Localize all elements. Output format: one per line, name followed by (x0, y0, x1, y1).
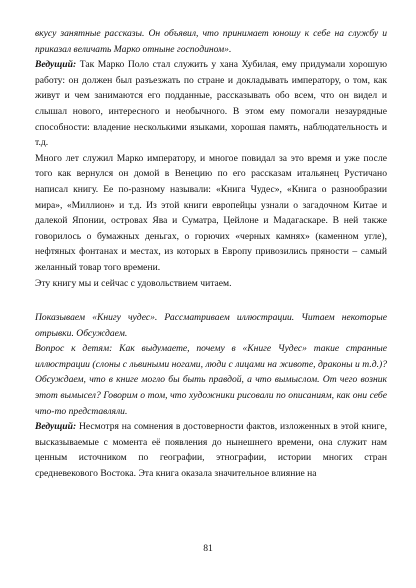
paragraph-text: Так Марко Поло стал служить у хана Хубилая, ему придумали хорошую работу: он должен был разъезжать по стране и докладывать императору, о том, как живут и чем занимаются его подданные, рассказывать обо всем, что он видел и слышал нового, интересного и необычного. В этом ему помогали незаурядные способности: владение несколькими языками, хорошая память, наблюдательность и т.д. (35, 59, 387, 149)
paragraph-book-history: Много лет служил Марко императору, и многое повидал за это время и уже после того как вернулся он домой в Венецию по его рассказам итальянец Рустичано написал книгу. Ее по-разному называли: «Книга Чудес», «Книга о разнообразии мира», «Миллион» и т.д. Из этой книги европейцы узнали о загадочном Китае и далекой Японии, островах Ява и Суматра, Цейлоне и Мадагаскаре. В ней также говорилось о бумажных деньгах, о горючих «черных камнях» (каменном угле), нефтяных фонтанах и местах, из которых в Европу привозились пряности – самый желанный товар того времени. (35, 152, 387, 273)
paragraph-activity: Показываем «Книгу чудес». Рассматриваем иллюстрации. Читаем некоторые отрывки. Обсуждаем. (35, 312, 387, 339)
paragraph-question: Вопрос к детям: Как выдумаете, почему в «Книге Чудес» такие странные иллюстрации (слоны с львиными ногами, люди с лицами на животе, драконы и т.д.)? Обсуждаем, что в книге могло бы быть правдой, а что вымыслом. От чего возник этот вымысел? Говорим о том, что художники рисовали по описаниям, как они себе что-то представляли. (35, 343, 387, 417)
paragraph-text: Несмотря на сомнения в достоверности фактов, изложенных в этой книге, высказываемые с момента её появления до нынешнего времени, она служит нам ценным источником по географии, этнографии, истории многих стран средневекового Востока. Эта книга оказала значительное влияние на (35, 421, 387, 480)
paragraph-reading-today: Эту книгу мы и сейчас с удовольствием читаем. (35, 277, 232, 289)
speaker-label: Ведущий: (35, 421, 77, 433)
page-number: 81 (203, 543, 213, 554)
paragraph-host-2 (35, 419, 387, 481)
page-body (35, 26, 387, 482)
paragraph-host-1 (35, 57, 387, 151)
speaker-label: Ведущий: (35, 59, 77, 71)
paragraph-spacer (35, 291, 387, 310)
paragraph-quote-end: вкусу занятные рассказы. Он объявил, что принимает юношу к себе на службу и приказал величать Марко отныне господином». (35, 28, 387, 55)
